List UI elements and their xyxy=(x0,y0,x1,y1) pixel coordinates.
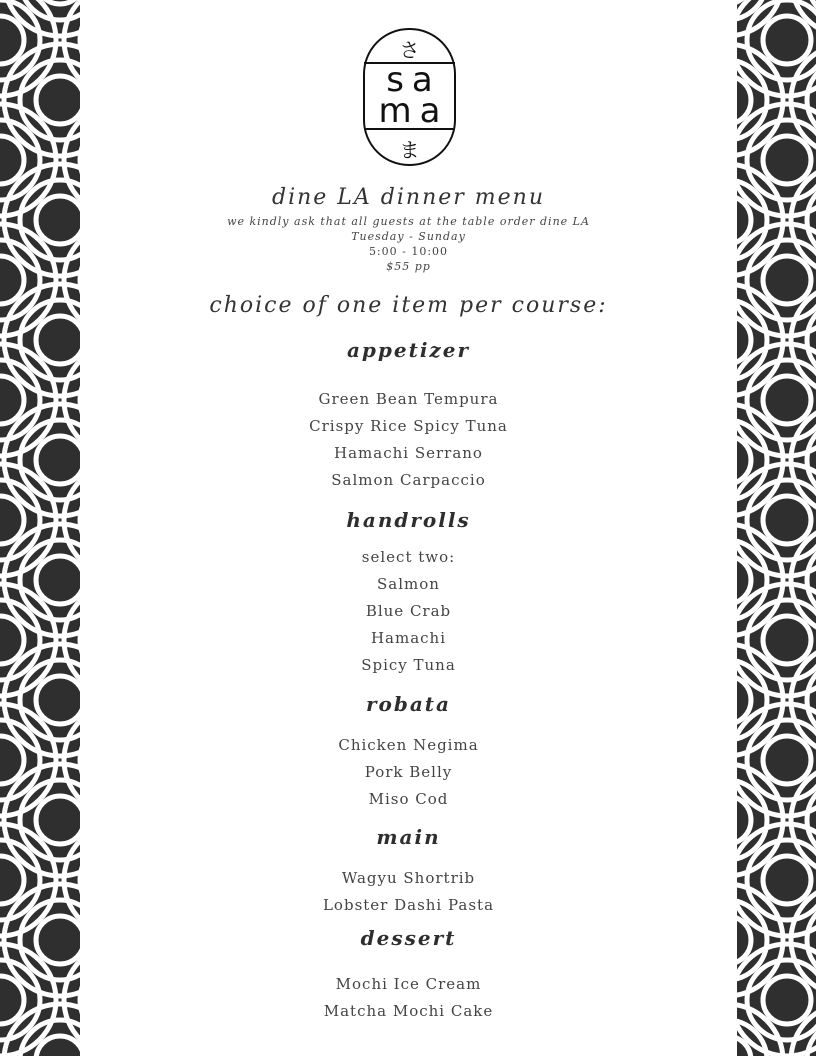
course-title-main: main xyxy=(376,825,441,849)
course-title-handrolls: handrolls xyxy=(346,508,471,532)
logo-line-2: ma xyxy=(378,91,449,131)
menu-item: Matcha Mochi Cake xyxy=(323,1002,494,1020)
menu-item: Salmon Carpaccio xyxy=(331,471,486,489)
handrolls-note: select two: xyxy=(361,548,456,566)
hours: 5:00 - 10:00 xyxy=(368,245,449,258)
menu-item: Chicken Negima xyxy=(338,736,479,754)
menu-item: Pork Belly xyxy=(364,763,453,781)
order-note: we kindly ask that all guests at the table order dine LA xyxy=(227,215,590,228)
menu-item: Mochi Ice Cream xyxy=(335,975,482,993)
menu-item: Hamachi Serrano xyxy=(334,444,483,462)
menu-item: Hamachi xyxy=(370,629,447,647)
menu-title: dine LA dinner menu xyxy=(272,185,545,210)
price: $55 pp xyxy=(386,260,431,273)
logo-kana-top: さ xyxy=(399,38,420,62)
logo-kana-bottom: ま xyxy=(399,138,420,162)
choice-heading: choice of one item per course: xyxy=(209,293,608,318)
menu-item: Spicy Tuna xyxy=(361,656,456,674)
seigaiha-pattern-left xyxy=(0,0,80,1056)
course-title-dessert: dessert xyxy=(360,926,457,950)
menu-item: Blue Crab xyxy=(365,602,452,620)
menu-item: Miso Cod xyxy=(368,790,449,808)
logo-line-1: sa xyxy=(386,60,441,100)
menu-item: Salmon xyxy=(377,575,440,593)
course-title-appetizer: appetizer xyxy=(346,338,471,362)
menu-item: Lobster Dashi Pasta xyxy=(322,896,495,914)
seigaiha-pattern-right xyxy=(737,0,816,1056)
sama-logo xyxy=(362,27,457,167)
days-open: Tuesday - Sunday xyxy=(351,230,466,243)
course-title-robata: robata xyxy=(365,692,452,716)
menu-item: Green Bean Tempura xyxy=(318,390,499,408)
menu-page xyxy=(80,0,737,1056)
menu-item: Crispy Rice Spicy Tuna xyxy=(309,417,508,435)
menu-item: Wagyu Shortrib xyxy=(341,869,476,887)
